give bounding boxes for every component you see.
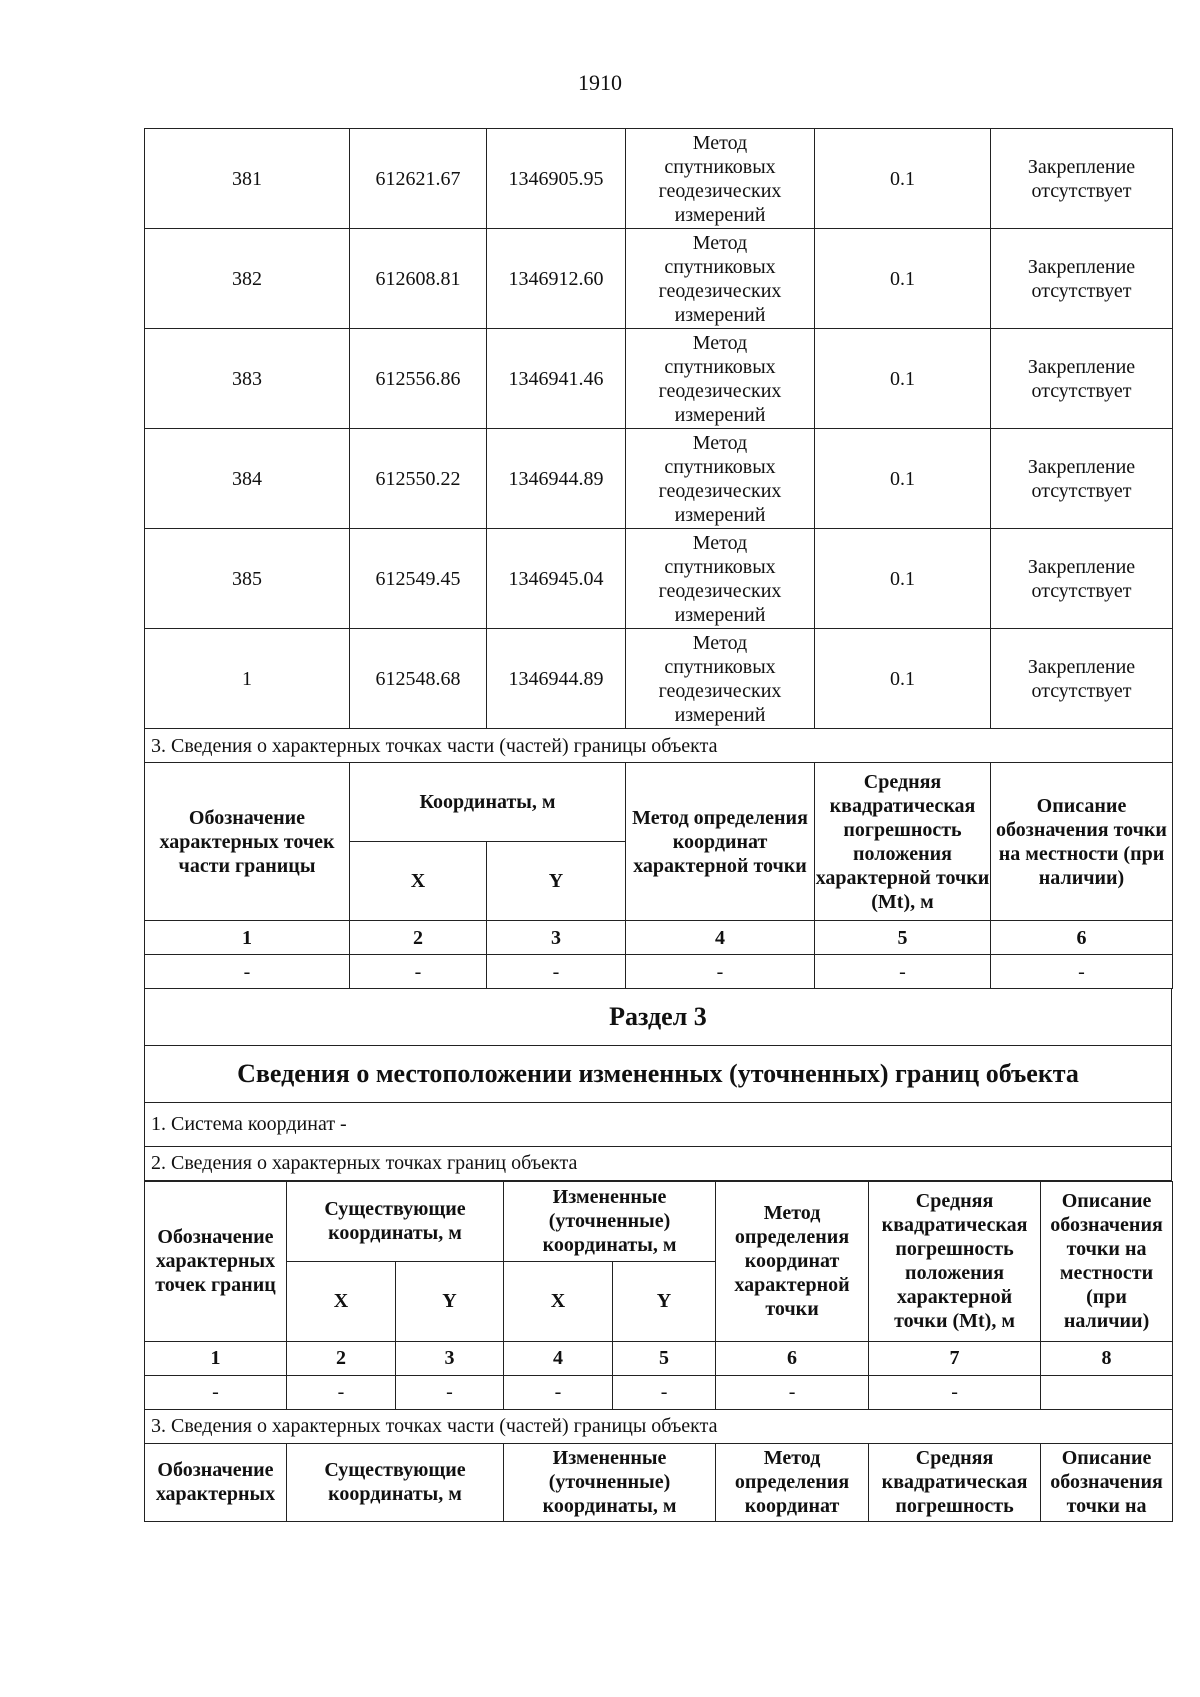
column-number: 8: [1041, 1341, 1173, 1375]
empty-cell: -: [626, 955, 815, 989]
section3-points-table: [144, 1181, 1173, 1522]
point-mt: 0.1: [815, 229, 991, 329]
point-row: [145, 529, 1173, 629]
point-description: Закрепление отсутствует: [991, 229, 1173, 329]
point-row: [145, 229, 1173, 329]
point-y: 1346944.89: [487, 629, 626, 729]
section3-label: Раздел 3: [145, 989, 1172, 1045]
points-table: [144, 128, 1173, 989]
column-number: 5: [613, 1341, 716, 1375]
coord-system: 1. Система координат -: [145, 1102, 1172, 1146]
point-x: 612550.22: [350, 429, 487, 529]
s3-header-mt: Средняя квадратическая погрешность положения характерной точки (Mt), м: [869, 1181, 1041, 1341]
point-description: Закрепление отсутствует: [991, 129, 1173, 229]
point-y: 1346941.46: [487, 329, 626, 429]
column-number: 5: [815, 921, 991, 955]
header-designation: Обозначение характерных точек части границы: [145, 763, 350, 921]
s3-header-x: X: [504, 1261, 613, 1341]
part-section: [145, 729, 1173, 989]
point-x: 612556.86: [350, 329, 487, 429]
s3-header-changed: Измененные (уточненные) координаты, м: [504, 1181, 716, 1261]
point-row: [145, 129, 1173, 229]
s3-header-x: X: [287, 1261, 396, 1341]
point-id: 381: [145, 129, 350, 229]
part-section-title: 3. Сведения о характерных точках части (частей) границы объекта: [145, 729, 1173, 763]
column-number: 4: [626, 921, 815, 955]
s3-header-y: Y: [396, 1261, 504, 1341]
column-number: 3: [396, 1341, 504, 1375]
empty-cell: -: [991, 955, 1173, 989]
point-description: Закрепление отсутствует: [991, 429, 1173, 529]
empty-cell: -: [487, 955, 626, 989]
header-x: X: [350, 842, 487, 921]
point-x: 612548.68: [350, 629, 487, 729]
empty-cell: -: [815, 955, 991, 989]
header-method: Метод определения координат характерной точки: [626, 763, 815, 921]
column-number: 2: [350, 921, 487, 955]
point-row: [145, 629, 1173, 729]
point-description: Закрепление отсутствует: [991, 329, 1173, 429]
point-method: Метод спутниковых геодезических измерений: [626, 329, 815, 429]
point-method: Метод спутниковых геодезических измерений: [626, 129, 815, 229]
section3-header-table: [144, 989, 1172, 1181]
empty-cell: [1041, 1375, 1173, 1409]
point-mt: 0.1: [815, 429, 991, 529]
column-number: 4: [504, 1341, 613, 1375]
empty-cell: -: [613, 1375, 716, 1409]
header-y: Y: [487, 842, 626, 921]
point-id: 1: [145, 629, 350, 729]
point-mt: 0.1: [815, 629, 991, 729]
column-number: 1: [145, 921, 350, 955]
s3-header-description: Описание обозначения точки на местности (при наличии): [1041, 1181, 1173, 1341]
s3-header-method: Метод определения координат характерной точки: [716, 1181, 869, 1341]
section3-heading: Сведения о местоположении измененных (уточненных) границ объекта: [145, 1045, 1172, 1102]
point-method: Метод спутниковых геодезических измерений: [626, 629, 815, 729]
point-y: 1346944.89: [487, 429, 626, 529]
point-description: Закрепление отсутствует: [991, 629, 1173, 729]
point-method: Метод спутниковых геодезических измерений: [626, 229, 815, 329]
point-description: Закрепление отсутствует: [991, 529, 1173, 629]
point-y: 1346912.60: [487, 229, 626, 329]
page-number: 1910: [578, 70, 622, 95]
s3-part-header-existing: Существующие координаты, м: [287, 1443, 504, 1521]
document-body: [144, 128, 1172, 1522]
point-id: 385: [145, 529, 350, 629]
point-x: 612608.81: [350, 229, 487, 329]
s3-part-header-description: Описание обозначения точки на: [1041, 1443, 1173, 1521]
point-row: [145, 429, 1173, 529]
header-coords: Координаты, м: [350, 763, 626, 842]
point-method: Метод спутниковых геодезических измерений: [626, 529, 815, 629]
empty-cell: -: [869, 1375, 1041, 1409]
s3-header-existing: Существующие координаты, м: [287, 1181, 504, 1261]
point-x: 612621.67: [350, 129, 487, 229]
point-x: 612549.45: [350, 529, 487, 629]
empty-cell: -: [504, 1375, 613, 1409]
column-number: 6: [991, 921, 1173, 955]
point-mt: 0.1: [815, 329, 991, 429]
column-number: 7: [869, 1341, 1041, 1375]
point-mt: 0.1: [815, 529, 991, 629]
boundary-points-title: 2. Сведения о характерных точках границ объекта: [145, 1146, 1172, 1180]
empty-cell: -: [716, 1375, 869, 1409]
empty-cell: -: [350, 955, 487, 989]
point-y: 1346905.95: [487, 129, 626, 229]
s3-part-header-changed: Измененные (уточненные) координаты, м: [504, 1443, 716, 1521]
s3-part-header-mt: Средняя квадратическая погрешность: [869, 1443, 1041, 1521]
point-method: Метод спутниковых геодезических измерений: [626, 429, 815, 529]
column-number: 3: [487, 921, 626, 955]
column-number: 6: [716, 1341, 869, 1375]
s3-header-designation: Обозначение характерных точек границ: [145, 1181, 287, 1341]
s3-empty-row: [145, 1375, 1173, 1409]
point-y: 1346945.04: [487, 529, 626, 629]
empty-row: [145, 955, 1173, 989]
point-id: 382: [145, 229, 350, 329]
empty-cell: -: [287, 1375, 396, 1409]
s3-column-number-row: [145, 1341, 1173, 1375]
column-number-row: [145, 921, 1173, 955]
s3-part-header-designation: Обозначение характерных: [145, 1443, 287, 1521]
header-mt: Средняя квадратическая погрешность положения характерной точки (Mt), м: [815, 763, 991, 921]
point-id: 383: [145, 329, 350, 429]
points-table-body: [145, 129, 1173, 729]
point-mt: 0.1: [815, 129, 991, 229]
empty-cell: -: [145, 1375, 287, 1409]
empty-cell: -: [396, 1375, 504, 1409]
point-row: [145, 329, 1173, 429]
column-number: 2: [287, 1341, 396, 1375]
header-description: Описание обозначения точки на местности (при наличии): [991, 763, 1173, 921]
empty-cell: -: [145, 955, 350, 989]
s3-part-header-method: Метод определения координат: [716, 1443, 869, 1521]
point-id: 384: [145, 429, 350, 529]
s3-part-title: 3. Сведения о характерных точках части (частей) границы объекта: [145, 1409, 1173, 1443]
column-number: 1: [145, 1341, 287, 1375]
s3-header-y: Y: [613, 1261, 716, 1341]
